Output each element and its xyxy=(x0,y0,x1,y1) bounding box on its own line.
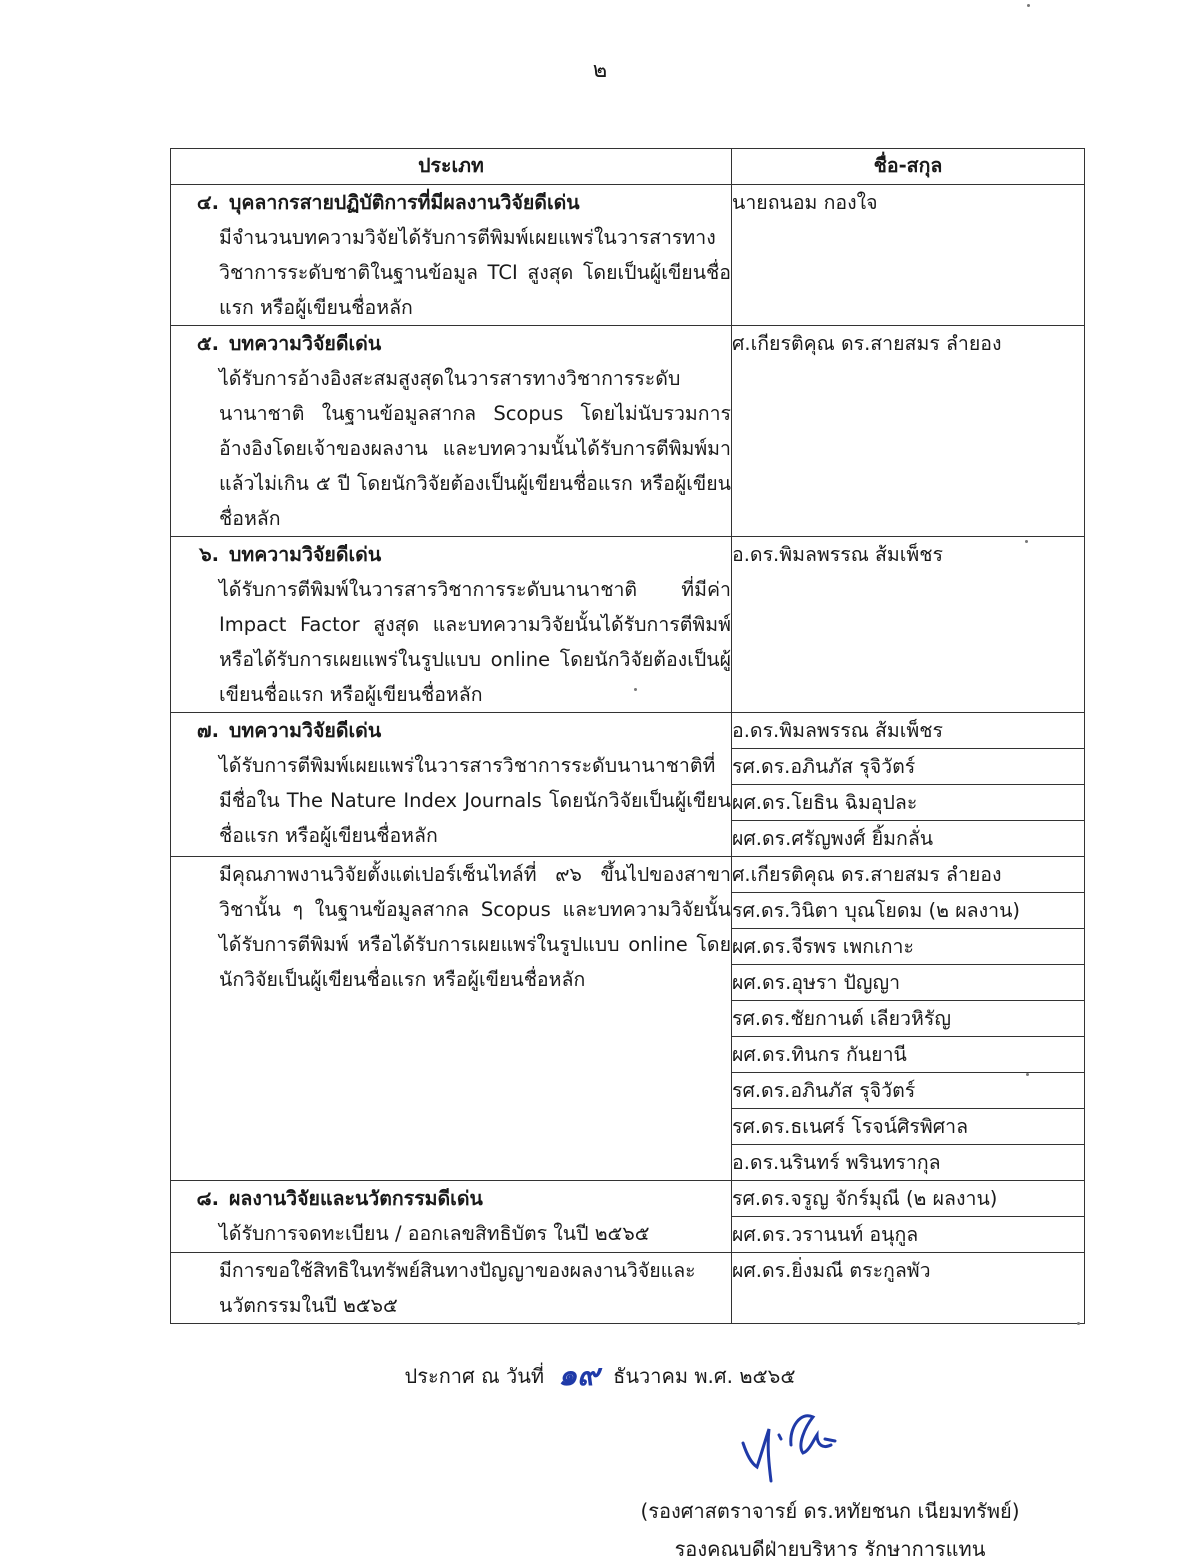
awardee-name: ผศ.ดร.ทินกร กันยานี xyxy=(732,1043,907,1066)
awardee-name: อ.ดร.นรินทร์ พรินทรากุล xyxy=(732,1151,941,1174)
type-cell xyxy=(171,326,732,537)
table-header-row xyxy=(171,149,1085,185)
item-description: ได้รับการอ้างอิงสะสมสูงสุดในวารสารทางวิชาการระดับนานาชาติ ในฐานข้อมูลสากล Scopus โดยไม่นับรวมการอ้างอิงโดยเจ้าของผลงาน และบทความนั้นได้รับการตีพิมพ์มาแล้วไม่เกิน ๕ ปี โดยนักวิจัยต้องเป็นผู้เขียนชื่อแรก หรือผู้เขียนชื่อหลัก xyxy=(219,367,731,530)
name-cell xyxy=(732,1145,1085,1181)
scan-speck xyxy=(1025,540,1028,543)
signer-name: (รองศาสตราจารย์ ดร.หทัยชนก เนียมทรัพย์) xyxy=(640,1499,1020,1523)
item-title: บทความวิจัยดีเด่น xyxy=(229,543,382,566)
name-cell xyxy=(732,929,1085,965)
announcement-prefix: ประกาศ ณ วันที่ xyxy=(404,1364,545,1388)
awardee-name: ศ.เกียรติคุณ ดร.สายสมร ลำยอง xyxy=(732,863,1002,886)
item-title: บทความวิจัยดีเด่น xyxy=(229,332,382,355)
awardee-name: รศ.ดร.วินิตา บุณโยดม (๒ ผลงาน) xyxy=(732,899,1021,922)
page-number: ๒ xyxy=(592,58,608,83)
item-number: ๖. xyxy=(199,543,219,566)
table-row xyxy=(171,713,1085,749)
table-row xyxy=(171,537,1085,713)
table-row xyxy=(171,185,1085,326)
name-cell xyxy=(732,1181,1085,1217)
awardee-name: ผศ.ดร.วรานนท์ อนุกูล xyxy=(732,1223,919,1246)
scan-speck xyxy=(1027,4,1030,7)
name-cell xyxy=(732,1217,1085,1253)
awardee-name: รศ.ดร.ธเนศร์ โรจน์ศิรพิศาล xyxy=(732,1115,969,1138)
item-description: มีจำนวนบทความวิจัยได้รับการตีพิมพ์เผยแพร่ในวารสารทางวิชาการระดับชาติในฐานข้อมูล TCI สูงสุด โดยเป็นผู้เขียนชื่อแรก หรือผู้เขียนชื่อหลัก xyxy=(219,226,731,319)
awardee-name: รศ.ดร.จรูญ จักร์มุณี (๒ ผลงาน) xyxy=(732,1187,998,1210)
item-number: ๕. xyxy=(196,332,219,355)
award-table xyxy=(170,148,1085,1324)
awardee-name: ผศ.ดร.จีรพร เพกเกาะ xyxy=(732,935,914,958)
item-title: บทความวิจัยดีเด่น xyxy=(229,719,382,742)
name-cell xyxy=(732,1001,1085,1037)
item-description: ได้รับการตีพิมพ์เผยแพร่ในวารสารวิชาการระดับนานาชาติที่มีชื่อใน The Nature Index Journals โดยนักวิจัยเป็นผู้เขียนชื่อแรก หรือผู้เขียนชื่อหลัก xyxy=(219,754,731,847)
signer-position: รองคณบดีฝ่ายบริหาร รักษาการแทน xyxy=(674,1537,986,1561)
item-number: ๘. xyxy=(196,1187,219,1210)
header-name: ชื่อ-สกุล xyxy=(732,149,1085,185)
awardee-name: อ.ดร.พิมลพรรณ ส้มเพ็ชร xyxy=(732,719,943,742)
name-cell xyxy=(732,713,1085,749)
type-cell xyxy=(171,713,732,857)
announcement-month-year: ธันวาคม พ.ศ. ๒๕๖๕ xyxy=(613,1364,796,1388)
item-title: บุคลากรสายปฏิบัติการที่มีผลงานวิจัยดีเด่น xyxy=(229,191,580,214)
signer-block xyxy=(530,1492,1130,1568)
table-row xyxy=(171,1253,1085,1324)
awardee-name: ผศ.ดร.อุษรา ปัญญา xyxy=(732,971,901,994)
table-row xyxy=(171,857,1085,893)
name-cell xyxy=(732,537,1085,713)
name-cell xyxy=(732,749,1085,785)
scan-speck xyxy=(1077,1322,1080,1325)
signature-image xyxy=(735,1405,845,1485)
name-cell xyxy=(732,326,1085,537)
name-cell xyxy=(732,185,1085,326)
name-cell xyxy=(732,1253,1085,1324)
item-description: มีการขอใช้สิทธิในทรัพย์สินทางปัญญาของผลงานวิจัยและนวัตกรรมในปี ๒๕๖๕ xyxy=(219,1259,696,1317)
awardee-name: นายถนอม กองใจ xyxy=(732,191,878,214)
item-number: ๗. xyxy=(196,719,219,742)
name-cell xyxy=(732,821,1085,857)
name-cell xyxy=(732,893,1085,929)
awardee-name: รศ.ดร.ชัยกานต์ เลียวหิรัญ xyxy=(732,1007,951,1030)
item-title: ผลงานวิจัยและนวัตกรรมดีเด่น xyxy=(229,1187,483,1210)
type-cell xyxy=(171,1181,732,1253)
name-cell xyxy=(732,785,1085,821)
awardee-name: รศ.ดร.อภินภัส รุจิวัตร์ xyxy=(732,755,916,778)
table-row xyxy=(171,1181,1085,1217)
table-row xyxy=(171,326,1085,537)
type-cell xyxy=(171,537,732,713)
type-cell xyxy=(171,857,732,1181)
name-cell xyxy=(732,965,1085,1001)
scan-speck xyxy=(634,688,637,691)
awardee-name: รศ.ดร.อภินภัส รุจิวัตร์ xyxy=(732,1079,916,1102)
type-cell xyxy=(171,185,732,326)
name-cell xyxy=(732,857,1085,893)
awardee-name: ศ.เกียรติคุณ ดร.สายสมร ลำยอง xyxy=(732,332,1002,355)
announcement-day: ๑๙ xyxy=(558,1358,600,1393)
item-number: ๔. xyxy=(196,191,219,214)
name-cell xyxy=(732,1109,1085,1145)
name-cell xyxy=(732,1073,1085,1109)
awardee-name: ผศ.ดร.ศรัญพงศ์ ยิ้มกลั่น xyxy=(732,827,934,850)
name-cell xyxy=(732,1037,1085,1073)
awardee-name: ผศ.ดร.โยธิน ฉิมอุปละ xyxy=(732,791,918,814)
scan-speck xyxy=(1026,1073,1029,1076)
item-description: ได้รับการจดทะเบียน / ออกเลขสิทธิบัตร ในปี ๒๕๖๕ xyxy=(219,1222,650,1245)
item-description: ได้รับการตีพิมพ์ในวารสารวิชาการระดับนานาชาติ ที่มีค่า Impact Factor สูงสุด และบทความวิจัยนั้นได้รับการตีพิมพ์หรือได้รับการเผยแพร่ในรูปแบบ online โดยนักวิจัยต้องเป็นผู้เขียนชื่อแรก หรือผู้เขียนชื่อหลัก xyxy=(219,578,731,706)
item-description: มีคุณภาพงานวิจัยตั้งแต่เปอร์เซ็นไทล์ที่ ๙๖ ขึ้นไปของสาขาวิชานั้น ๆ ในฐานข้อมูลสากล Scopus และบทความวิจัยนั้นได้รับการตีพิมพ์ หรือได้รับการเผยแพร่ในรูปแบบ online โดยนักวิจัยเป็นผู้เขียนชื่อแรก หรือผู้เขียนชื่อหลัก xyxy=(219,863,731,991)
awardee-name: ผศ.ดร.ยิ่งมณี ตระกูลพัว xyxy=(732,1259,931,1282)
header-type: ประเภท xyxy=(171,149,732,185)
type-cell xyxy=(171,1253,732,1324)
announcement-date xyxy=(0,1350,1200,1397)
awardee-name: อ.ดร.พิมลพรรณ ส้มเพ็ชร xyxy=(732,543,943,566)
